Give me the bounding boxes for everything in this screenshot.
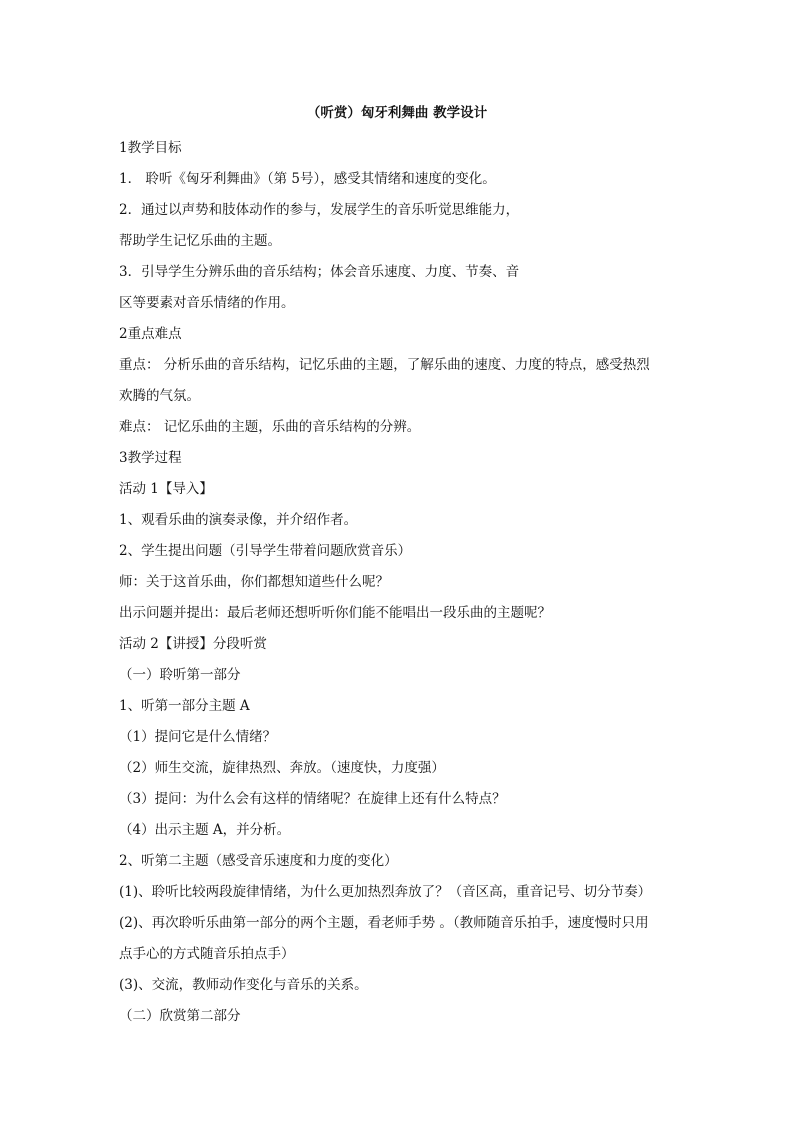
activity-heading: 活动 2【讲授】分段听赏 bbox=[119, 636, 267, 652]
paragraph-line: 点手心的方式随音乐拍点手） bbox=[119, 946, 295, 962]
paragraph-line: (3)、交流，教师动作变化与音乐的关系。 bbox=[119, 977, 368, 993]
paragraph-line: （3）提问：为什么会有这样的情绪呢？在旋律上还有什么特点？ bbox=[119, 791, 506, 807]
paragraph-line: 1、观看乐曲的演奏录像，并介绍作者。 bbox=[119, 512, 358, 528]
paragraph-line: 欢腾的气氛。 bbox=[119, 388, 200, 404]
paragraph-line: （1）提问它是什么情绪？ bbox=[119, 729, 277, 745]
paragraph-line: 3．引导学生分辨乐曲的音乐结构；体会音乐速度、力度、节奏、音 bbox=[119, 264, 520, 280]
paragraph-line: 难点： 记忆乐曲的主题，乐曲的音乐结构的分辨。 bbox=[119, 419, 421, 435]
paragraph-line: 重点： 分析乐曲的音乐结构，记忆乐曲的主题，了解乐曲的速度、力度的特点，感受热烈 bbox=[119, 357, 650, 373]
paragraph-line: 1． 聆听《匈牙利舞曲》（第 5号），感受其情绪和速度的变化。 bbox=[119, 171, 496, 187]
paragraph-line: 帮助学生记忆乐曲的主题。 bbox=[119, 233, 281, 249]
subsection-heading: （二）欣赏第二部分 bbox=[119, 1008, 241, 1024]
paragraph-line: 2、学生提出问题（引导学生带着问题欣赏音乐） bbox=[119, 543, 412, 559]
document-title: （听赏）匈牙利舞曲 教学设计 bbox=[306, 105, 488, 121]
paragraph-line: 2、听第二主题（感受音乐速度和力度的变化） bbox=[119, 853, 398, 869]
paragraph-line: （2）师生交流，旋律热烈、奔放。（速度快，力度强） bbox=[119, 760, 445, 776]
paragraph-line: 区等要素对音乐情绪的作用。 bbox=[119, 295, 295, 311]
section-heading-objectives: 1教学目标 bbox=[119, 140, 182, 156]
paragraph-line: (1)、聆听比较两段旋律情绪，为什么更加热烈奔放了？（音区高，重音记号、切分节奏） bbox=[119, 884, 652, 900]
activity-heading: 活动 1【导入】 bbox=[119, 481, 213, 497]
paragraph-line: 出示问题并提出：最后老师还想听听你们能不能唱出一段乐曲的主题呢？ bbox=[119, 605, 551, 621]
paragraph-line: 2．通过以声势和肢体动作的参与，发展学生的音乐听觉思维能力， bbox=[119, 202, 520, 218]
document-body bbox=[119, 133, 689, 1032]
section-heading-process: 3教学过程 bbox=[119, 450, 182, 466]
paragraph-line: （4）出示主题 A，并分析。 bbox=[119, 822, 291, 838]
paragraph-line: 1、听第一部分主题 A bbox=[119, 698, 250, 714]
paragraph-line: (2)、再次聆听乐曲第一部分的两个主题，看老师手势 。（教师随音乐拍手，速度慢时只用 bbox=[119, 915, 649, 931]
section-heading-key-points: 2重点难点 bbox=[119, 326, 182, 342]
paragraph-line: 师：关于这首乐曲，你们都想知道些什么呢？ bbox=[119, 574, 389, 590]
subsection-heading: （一）聆听第一部分 bbox=[119, 667, 241, 683]
